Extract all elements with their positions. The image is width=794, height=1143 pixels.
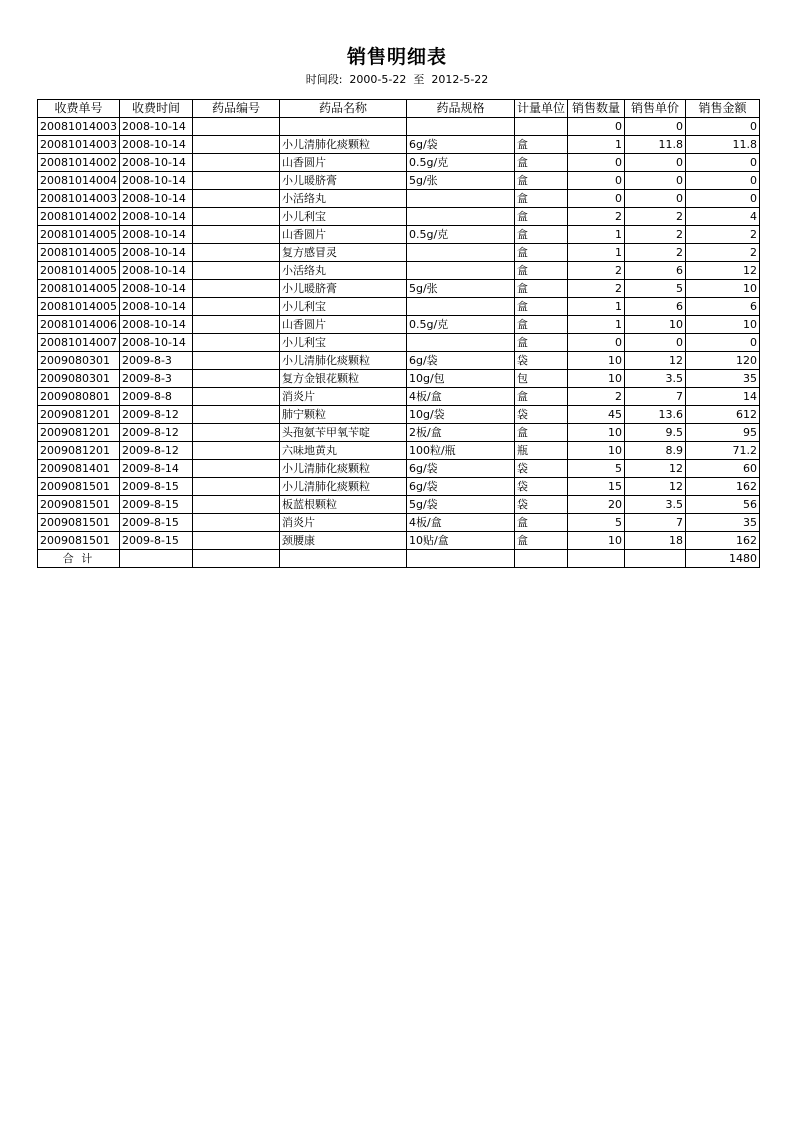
cell-amount: 162 bbox=[686, 532, 760, 550]
cell-amount: 10 bbox=[686, 316, 760, 334]
cell-charge-time: 2008-10-14 bbox=[119, 190, 192, 208]
cell-drug-spec bbox=[406, 334, 514, 352]
cell-unit-price: 5 bbox=[625, 280, 686, 298]
cell-drug-name: 小活络丸 bbox=[279, 190, 406, 208]
cell-quantity: 5 bbox=[568, 460, 625, 478]
cell-charge-time: 2009-8-15 bbox=[119, 532, 192, 550]
table-row bbox=[38, 514, 760, 532]
cell-receipt-no: 20081014005 bbox=[38, 244, 120, 262]
cell-receipt-no: 2009081401 bbox=[38, 460, 120, 478]
col-header-charge-time: 收费时间 bbox=[119, 100, 192, 118]
cell-amount: 10 bbox=[686, 280, 760, 298]
cell-drug-spec bbox=[406, 190, 514, 208]
total-empty-cell bbox=[119, 550, 192, 568]
cell-amount: 0 bbox=[686, 118, 760, 136]
cell-drug-code bbox=[192, 280, 279, 298]
cell-unit-price: 6 bbox=[625, 298, 686, 316]
date-from: 2000-5-22 bbox=[349, 73, 407, 86]
period-label: 时间段: bbox=[305, 73, 343, 86]
cell-drug-spec: 0.5g/克 bbox=[406, 154, 514, 172]
cell-charge-time: 2009-8-12 bbox=[119, 424, 192, 442]
cell-drug-name: 消炎片 bbox=[279, 514, 406, 532]
cell-unit-price: 12 bbox=[625, 478, 686, 496]
cell-receipt-no: 20081014002 bbox=[38, 154, 120, 172]
cell-receipt-no: 2009080301 bbox=[38, 352, 120, 370]
cell-quantity: 2 bbox=[568, 388, 625, 406]
col-header-quantity: 销售数量 bbox=[568, 100, 625, 118]
cell-unit: 袋 bbox=[514, 352, 567, 370]
cell-quantity: 1 bbox=[568, 226, 625, 244]
cell-quantity: 2 bbox=[568, 262, 625, 280]
cell-charge-time: 2008-10-14 bbox=[119, 154, 192, 172]
total-empty-cell bbox=[625, 550, 686, 568]
total-empty-cell bbox=[568, 550, 625, 568]
cell-quantity: 1 bbox=[568, 136, 625, 154]
table-body bbox=[38, 118, 760, 550]
cell-quantity: 10 bbox=[568, 352, 625, 370]
cell-quantity: 0 bbox=[568, 190, 625, 208]
cell-amount: 95 bbox=[686, 424, 760, 442]
total-empty-cell bbox=[406, 550, 514, 568]
cell-receipt-no: 20081014003 bbox=[38, 136, 120, 154]
cell-charge-time: 2009-8-12 bbox=[119, 442, 192, 460]
total-label: 合 计 bbox=[38, 550, 120, 568]
table-row bbox=[38, 118, 760, 136]
cell-unit-price: 2 bbox=[625, 244, 686, 262]
table-row bbox=[38, 262, 760, 280]
cell-receipt-no: 20081014005 bbox=[38, 226, 120, 244]
cell-drug-code bbox=[192, 118, 279, 136]
cell-drug-name: 肺宁颗粒 bbox=[279, 406, 406, 424]
cell-unit-price: 13.6 bbox=[625, 406, 686, 424]
cell-receipt-no: 2009081501 bbox=[38, 478, 120, 496]
report-period bbox=[0, 72, 794, 88]
header-row bbox=[38, 100, 760, 118]
report-title: 销售明细表 bbox=[346, 46, 447, 68]
table-row bbox=[38, 226, 760, 244]
cell-amount: 4 bbox=[686, 208, 760, 226]
total-empty-cell bbox=[192, 550, 279, 568]
cell-charge-time: 2009-8-8 bbox=[119, 388, 192, 406]
cell-drug-name: 六味地黄丸 bbox=[279, 442, 406, 460]
cell-drug-name bbox=[279, 118, 406, 136]
cell-quantity: 1 bbox=[568, 298, 625, 316]
cell-unit-price: 0 bbox=[625, 334, 686, 352]
cell-receipt-no: 20081014007 bbox=[38, 334, 120, 352]
cell-amount: 12 bbox=[686, 262, 760, 280]
total-amount: 1480 bbox=[686, 550, 760, 568]
cell-unit: 袋 bbox=[514, 460, 567, 478]
cell-unit-price: 12 bbox=[625, 352, 686, 370]
cell-receipt-no: 20081014005 bbox=[38, 298, 120, 316]
cell-receipt-no: 20081014005 bbox=[38, 280, 120, 298]
total-empty-cell bbox=[514, 550, 567, 568]
cell-charge-time: 2008-10-14 bbox=[119, 208, 192, 226]
cell-charge-time: 2009-8-3 bbox=[119, 352, 192, 370]
cell-receipt-no: 20081014003 bbox=[38, 118, 120, 136]
cell-charge-time: 2008-10-14 bbox=[119, 118, 192, 136]
cell-drug-name: 山香圆片 bbox=[279, 154, 406, 172]
table-row bbox=[38, 496, 760, 514]
cell-amount: 0 bbox=[686, 190, 760, 208]
total-row bbox=[38, 550, 760, 568]
cell-unit: 盒 bbox=[514, 316, 567, 334]
cell-receipt-no: 2009081201 bbox=[38, 406, 120, 424]
cell-receipt-no: 2009081501 bbox=[38, 496, 120, 514]
cell-drug-spec bbox=[406, 262, 514, 280]
cell-drug-code bbox=[192, 460, 279, 478]
cell-quantity: 2 bbox=[568, 280, 625, 298]
cell-unit-price: 18 bbox=[625, 532, 686, 550]
cell-drug-spec: 6g/袋 bbox=[406, 136, 514, 154]
cell-unit-price: 12 bbox=[625, 460, 686, 478]
cell-charge-time: 2009-8-3 bbox=[119, 370, 192, 388]
cell-charge-time: 2009-8-12 bbox=[119, 406, 192, 424]
cell-unit-price: 0 bbox=[625, 172, 686, 190]
cell-drug-code bbox=[192, 190, 279, 208]
cell-unit-price: 6 bbox=[625, 262, 686, 280]
cell-drug-name: 小儿暖脐膏 bbox=[279, 280, 406, 298]
cell-amount: 612 bbox=[686, 406, 760, 424]
cell-drug-spec: 6g/袋 bbox=[406, 478, 514, 496]
cell-drug-spec: 5g/张 bbox=[406, 280, 514, 298]
cell-drug-code bbox=[192, 514, 279, 532]
cell-charge-time: 2009-8-14 bbox=[119, 460, 192, 478]
cell-drug-code bbox=[192, 442, 279, 460]
cell-charge-time: 2009-8-15 bbox=[119, 478, 192, 496]
cell-drug-name: 小儿清肺化痰颗粒 bbox=[279, 136, 406, 154]
cell-drug-spec: 4板/盒 bbox=[406, 514, 514, 532]
cell-drug-spec: 0.5g/克 bbox=[406, 226, 514, 244]
cell-unit: 盒 bbox=[514, 136, 567, 154]
cell-unit-price: 10 bbox=[625, 316, 686, 334]
cell-unit: 盒 bbox=[514, 190, 567, 208]
table-row bbox=[38, 460, 760, 478]
cell-unit: 盒 bbox=[514, 424, 567, 442]
cell-unit-price: 7 bbox=[625, 388, 686, 406]
table-row bbox=[38, 136, 760, 154]
cell-amount: 60 bbox=[686, 460, 760, 478]
cell-unit: 盒 bbox=[514, 514, 567, 532]
cell-charge-time: 2008-10-14 bbox=[119, 280, 192, 298]
cell-drug-code bbox=[192, 244, 279, 262]
cell-unit-price: 0 bbox=[625, 154, 686, 172]
col-header-amount: 销售金额 bbox=[686, 100, 760, 118]
cell-drug-code bbox=[192, 352, 279, 370]
cell-charge-time: 2008-10-14 bbox=[119, 244, 192, 262]
cell-quantity: 0 bbox=[568, 154, 625, 172]
cell-drug-name: 颈腰康 bbox=[279, 532, 406, 550]
cell-drug-spec: 5g/袋 bbox=[406, 496, 514, 514]
cell-drug-name: 消炎片 bbox=[279, 388, 406, 406]
cell-charge-time: 2008-10-14 bbox=[119, 136, 192, 154]
cell-drug-code bbox=[192, 154, 279, 172]
cell-drug-code bbox=[192, 532, 279, 550]
cell-quantity: 1 bbox=[568, 244, 625, 262]
cell-quantity: 0 bbox=[568, 172, 625, 190]
table-row bbox=[38, 172, 760, 190]
cell-unit: 盒 bbox=[514, 334, 567, 352]
cell-amount: 56 bbox=[686, 496, 760, 514]
col-header-unit-price: 销售单价 bbox=[625, 100, 686, 118]
cell-unit: 包 bbox=[514, 370, 567, 388]
cell-unit-price: 2 bbox=[625, 208, 686, 226]
cell-receipt-no: 20081014006 bbox=[38, 316, 120, 334]
total-empty-cell bbox=[279, 550, 406, 568]
cell-unit: 盒 bbox=[514, 208, 567, 226]
cell-drug-spec: 6g/袋 bbox=[406, 352, 514, 370]
cell-drug-spec: 5g/张 bbox=[406, 172, 514, 190]
cell-drug-name: 小儿利宝 bbox=[279, 334, 406, 352]
cell-quantity: 10 bbox=[568, 370, 625, 388]
cell-quantity: 10 bbox=[568, 442, 625, 460]
cell-unit: 盒 bbox=[514, 388, 567, 406]
cell-quantity: 45 bbox=[568, 406, 625, 424]
cell-unit: 袋 bbox=[514, 496, 567, 514]
cell-receipt-no: 20081014004 bbox=[38, 172, 120, 190]
cell-unit: 盒 bbox=[514, 262, 567, 280]
cell-drug-code bbox=[192, 424, 279, 442]
table-row bbox=[38, 298, 760, 316]
cell-amount: 35 bbox=[686, 370, 760, 388]
cell-receipt-no: 2009080801 bbox=[38, 388, 120, 406]
cell-quantity: 10 bbox=[568, 532, 625, 550]
cell-charge-time: 2008-10-14 bbox=[119, 226, 192, 244]
cell-quantity: 1 bbox=[568, 316, 625, 334]
cell-unit-price: 3.5 bbox=[625, 370, 686, 388]
col-header-receipt-no: 收费单号 bbox=[38, 100, 120, 118]
cell-receipt-no: 2009080301 bbox=[38, 370, 120, 388]
table-row bbox=[38, 370, 760, 388]
table-row bbox=[38, 316, 760, 334]
cell-drug-name: 小儿利宝 bbox=[279, 208, 406, 226]
cell-drug-name: 小儿利宝 bbox=[279, 298, 406, 316]
table-row bbox=[38, 280, 760, 298]
cell-drug-code bbox=[192, 388, 279, 406]
cell-drug-spec: 10贴/盒 bbox=[406, 532, 514, 550]
cell-charge-time: 2008-10-14 bbox=[119, 298, 192, 316]
cell-quantity: 5 bbox=[568, 514, 625, 532]
cell-receipt-no: 20081014005 bbox=[38, 262, 120, 280]
cell-charge-time: 2009-8-15 bbox=[119, 514, 192, 532]
table-row bbox=[38, 334, 760, 352]
cell-drug-code bbox=[192, 370, 279, 388]
table-row bbox=[38, 208, 760, 226]
cell-drug-spec: 10g/袋 bbox=[406, 406, 514, 424]
col-header-drug-spec: 药品规格 bbox=[406, 100, 514, 118]
cell-charge-time: 2008-10-14 bbox=[119, 316, 192, 334]
table-row bbox=[38, 190, 760, 208]
cell-drug-name: 山香圆片 bbox=[279, 316, 406, 334]
table-row bbox=[38, 406, 760, 424]
col-header-drug-code: 药品编号 bbox=[192, 100, 279, 118]
cell-drug-spec: 0.5g/克 bbox=[406, 316, 514, 334]
cell-drug-name: 头孢氨苄甲氧苄啶 bbox=[279, 424, 406, 442]
cell-amount: 0 bbox=[686, 172, 760, 190]
cell-quantity: 0 bbox=[568, 334, 625, 352]
cell-drug-code bbox=[192, 226, 279, 244]
cell-amount: 11.8 bbox=[686, 136, 760, 154]
to-label: 至 bbox=[413, 73, 425, 86]
cell-charge-time: 2008-10-14 bbox=[119, 262, 192, 280]
table-row bbox=[38, 442, 760, 460]
cell-unit: 盒 bbox=[514, 154, 567, 172]
cell-unit: 盒 bbox=[514, 532, 567, 550]
cell-quantity: 2 bbox=[568, 208, 625, 226]
cell-drug-name: 小儿暖脐膏 bbox=[279, 172, 406, 190]
cell-drug-code bbox=[192, 136, 279, 154]
cell-unit: 瓶 bbox=[514, 442, 567, 460]
cell-drug-code bbox=[192, 298, 279, 316]
cell-amount: 162 bbox=[686, 478, 760, 496]
cell-drug-code bbox=[192, 406, 279, 424]
cell-drug-code bbox=[192, 334, 279, 352]
cell-receipt-no: 2009081501 bbox=[38, 514, 120, 532]
cell-drug-code bbox=[192, 262, 279, 280]
cell-drug-spec: 2板/盒 bbox=[406, 424, 514, 442]
table-row bbox=[38, 352, 760, 370]
col-header-unit: 计量单位 bbox=[514, 100, 567, 118]
table-row bbox=[38, 388, 760, 406]
table-row bbox=[38, 424, 760, 442]
cell-drug-spec bbox=[406, 208, 514, 226]
col-header-drug-name: 药品名称 bbox=[279, 100, 406, 118]
cell-amount: 35 bbox=[686, 514, 760, 532]
cell-unit: 盒 bbox=[514, 298, 567, 316]
cell-amount: 6 bbox=[686, 298, 760, 316]
cell-amount: 2 bbox=[686, 244, 760, 262]
cell-drug-name: 复方感冒灵 bbox=[279, 244, 406, 262]
date-to: 2012-5-22 bbox=[431, 73, 489, 86]
cell-unit: 袋 bbox=[514, 406, 567, 424]
cell-unit: 盒 bbox=[514, 244, 567, 262]
cell-unit: 盒 bbox=[514, 172, 567, 190]
cell-drug-code bbox=[192, 172, 279, 190]
table-row bbox=[38, 532, 760, 550]
cell-unit-price: 2 bbox=[625, 226, 686, 244]
cell-drug-code bbox=[192, 496, 279, 514]
cell-receipt-no: 2009081201 bbox=[38, 424, 120, 442]
cell-unit-price: 0 bbox=[625, 190, 686, 208]
table-row bbox=[38, 244, 760, 262]
cell-receipt-no: 2009081201 bbox=[38, 442, 120, 460]
cell-receipt-no: 20081014003 bbox=[38, 190, 120, 208]
cell-charge-time: 2009-8-15 bbox=[119, 496, 192, 514]
cell-unit-price: 7 bbox=[625, 514, 686, 532]
cell-quantity: 10 bbox=[568, 424, 625, 442]
cell-drug-code bbox=[192, 478, 279, 496]
cell-drug-spec bbox=[406, 118, 514, 136]
sales-detail-table bbox=[37, 99, 760, 568]
cell-drug-code bbox=[192, 208, 279, 226]
cell-unit-price: 11.8 bbox=[625, 136, 686, 154]
cell-drug-spec: 100粒/瓶 bbox=[406, 442, 514, 460]
cell-drug-spec bbox=[406, 298, 514, 316]
cell-amount: 120 bbox=[686, 352, 760, 370]
cell-amount: 14 bbox=[686, 388, 760, 406]
cell-drug-spec: 4板/盒 bbox=[406, 388, 514, 406]
cell-quantity: 0 bbox=[568, 118, 625, 136]
cell-quantity: 15 bbox=[568, 478, 625, 496]
cell-unit-price: 3.5 bbox=[625, 496, 686, 514]
cell-drug-spec: 10g/包 bbox=[406, 370, 514, 388]
cell-unit-price: 9.5 bbox=[625, 424, 686, 442]
cell-amount: 71.2 bbox=[686, 442, 760, 460]
cell-charge-time: 2008-10-14 bbox=[119, 334, 192, 352]
cell-receipt-no: 20081014002 bbox=[38, 208, 120, 226]
cell-amount: 0 bbox=[686, 154, 760, 172]
cell-drug-name: 山香圆片 bbox=[279, 226, 406, 244]
cell-quantity: 20 bbox=[568, 496, 625, 514]
cell-drug-spec bbox=[406, 244, 514, 262]
cell-charge-time: 2008-10-14 bbox=[119, 172, 192, 190]
cell-amount: 2 bbox=[686, 226, 760, 244]
cell-receipt-no: 2009081501 bbox=[38, 532, 120, 550]
cell-drug-name: 小儿清肺化痰颗粒 bbox=[279, 352, 406, 370]
cell-unit: 盒 bbox=[514, 280, 567, 298]
cell-amount: 0 bbox=[686, 334, 760, 352]
cell-drug-name: 小儿清肺化痰颗粒 bbox=[279, 478, 406, 496]
cell-unit-price: 8.9 bbox=[625, 442, 686, 460]
cell-unit-price: 0 bbox=[625, 118, 686, 136]
cell-drug-spec: 6g/袋 bbox=[406, 460, 514, 478]
cell-unit: 袋 bbox=[514, 478, 567, 496]
cell-unit: 盒 bbox=[514, 226, 567, 244]
table-row bbox=[38, 478, 760, 496]
cell-unit bbox=[514, 118, 567, 136]
cell-drug-name: 小儿清肺化痰颗粒 bbox=[279, 460, 406, 478]
cell-drug-name: 小活络丸 bbox=[279, 262, 406, 280]
table-row bbox=[38, 154, 760, 172]
cell-drug-name: 板蓝根颗粒 bbox=[279, 496, 406, 514]
cell-drug-name: 复方金银花颗粒 bbox=[279, 370, 406, 388]
cell-drug-code bbox=[192, 316, 279, 334]
